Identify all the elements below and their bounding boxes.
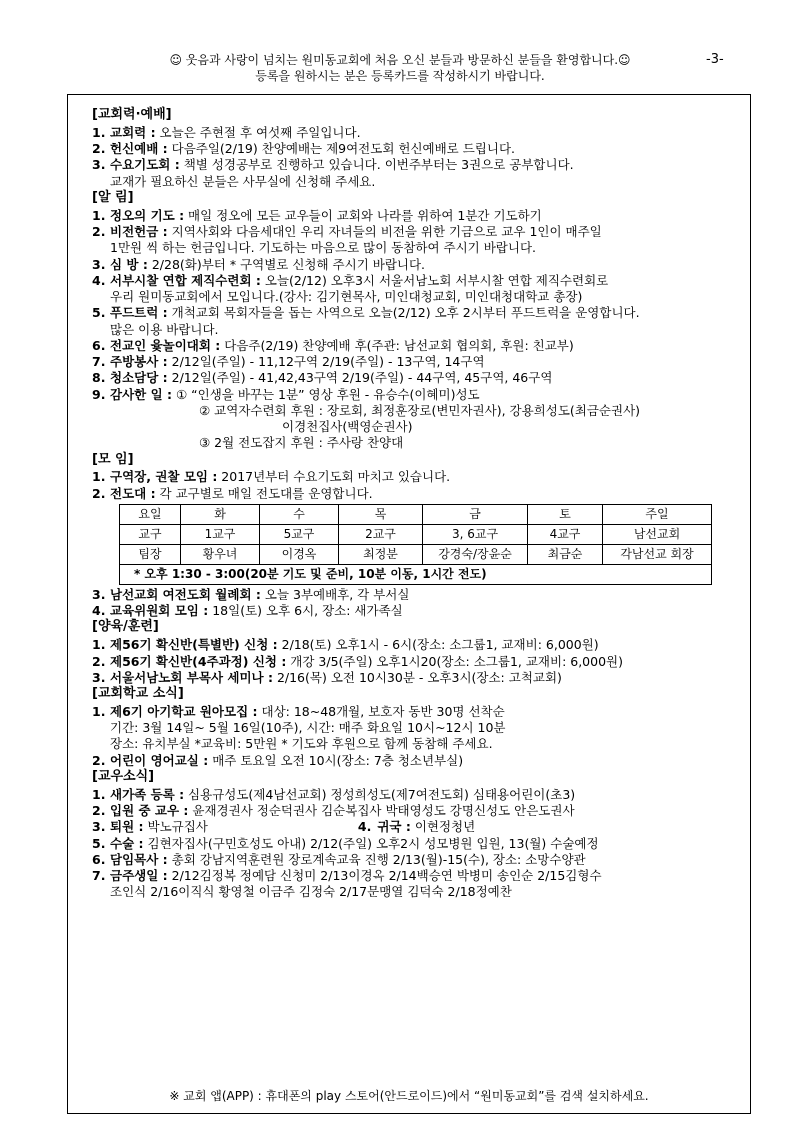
item-text: 윤재경권사 정순덕권사 김순복집사 박태영성도 강명신성도 안은도권사	[188, 803, 575, 819]
item-label: 주방봉사 :	[110, 354, 168, 370]
item-body	[110, 273, 608, 289]
item-number: 2.	[92, 224, 106, 240]
section-school	[92, 686, 732, 769]
item-text: ① “인생을 바꾸는 1분” 영상 후원 - 유승수(이혜미)성도	[172, 386, 480, 402]
table-header-cell: 수	[260, 504, 339, 524]
item-body	[110, 469, 450, 485]
list-item	[92, 670, 732, 686]
item-label: 감사한 일 :	[110, 386, 173, 402]
item-text: 오늘은 주현절 후 여섯째 주일입니다.	[155, 124, 361, 140]
school-detail-line: 장소: 유치부실 *교육비: 5만원 * 기도와 후원으로 함께 동참해 주세요.	[110, 736, 493, 752]
item-number: 7.	[92, 868, 106, 884]
table-header-cell: 주일	[603, 504, 712, 524]
item-label: 남선교회 여전도회 월례회 :	[110, 586, 261, 602]
list-item	[92, 273, 732, 289]
item-label: 헌신예배 :	[110, 141, 168, 157]
item-text: 다음주(2/19) 찬양예배 후(주관: 남선교회 협의회, 후원: 친교부)	[220, 337, 574, 353]
evangelism-schedule-table	[119, 504, 712, 585]
table-header-cell: 요일	[120, 504, 181, 524]
item-label: 제6기 아기학교 원아모집 :	[110, 703, 258, 719]
item-body	[110, 486, 373, 502]
item-label: 정오의 기도 :	[110, 207, 185, 223]
item-body	[110, 637, 599, 653]
table-cell: 교구	[120, 524, 181, 544]
item-number: 9.	[92, 386, 106, 402]
item-number: 2.	[92, 752, 106, 768]
item-text: 대상: 18~48개월, 보호자 동반 30명 선착순	[257, 703, 505, 719]
item-text: 박노규집사	[143, 819, 208, 835]
item-text: 김현자집사(구민호성도 아내) 2/12(주일) 오후2시 성모병원 입원, 13(월) 수술예정	[143, 835, 599, 851]
item-text: 매일 정오에 모든 교우들이 교회와 나라를 위하여 1분간 기도하기	[184, 207, 542, 223]
bulletin-content	[92, 107, 732, 901]
item-label: 서부시찰 연합 제직수련회 :	[110, 272, 261, 288]
item-label: 청소담당 :	[110, 370, 168, 386]
item-text: 개강 3/5(주일) 오후1시20(장소: 소그룹1, 교재비: 6,000원)	[286, 653, 623, 669]
item-text: 개척교회 목회자들을 돕는 사역으로 오늘(2/12) 오후 2시부터 푸드트럭을 운영합니다.	[167, 305, 640, 321]
table-header-cell: 목	[339, 504, 423, 524]
item-number: 1.	[92, 207, 106, 223]
item-number: 1.	[92, 703, 106, 719]
item-number: 1.	[92, 786, 106, 802]
item-body	[110, 670, 562, 686]
table-cell: 2교구	[339, 524, 423, 544]
item-body	[110, 819, 475, 835]
list-item	[92, 836, 732, 852]
item-label: 귀국 :	[377, 819, 411, 835]
list-item	[92, 868, 732, 884]
table-cell: 팀장	[120, 544, 181, 564]
item-body	[110, 157, 574, 173]
list-item	[92, 704, 732, 720]
item-number: 2.	[92, 485, 106, 501]
list-item	[92, 157, 732, 173]
item-body	[110, 257, 425, 273]
table-cell: 최정분	[339, 544, 423, 564]
list-item	[92, 370, 732, 386]
section-title: [모 임]	[92, 451, 134, 467]
list-item	[92, 587, 732, 603]
item-text: 각 교구별로 매일 전도대를 운영합니다.	[155, 485, 373, 501]
item-body	[110, 803, 575, 819]
item-body	[110, 654, 623, 670]
schedule-note: * 오후 1:30 - 3:00(20분 기도 및 준비, 10분 이동, 1시간 전도)	[120, 564, 712, 584]
list-item	[92, 753, 732, 769]
item-text: 매주 토요일 오전 10시(장소: 7층 청소년부실)	[208, 752, 464, 768]
section-notice	[92, 190, 732, 452]
section-members	[92, 769, 732, 901]
table-note-row	[120, 564, 712, 584]
section-training	[92, 619, 732, 686]
list-item	[92, 787, 732, 803]
item-number: 5.	[92, 305, 106, 321]
item-label: 전도대 :	[110, 485, 156, 501]
item-number: 4.	[92, 272, 106, 288]
thanks-item-3: ③ 2월 전도잡지 후원 : 주사랑 찬양대	[199, 435, 404, 451]
list-item	[92, 354, 732, 370]
item-label: 수요기도회 :	[110, 157, 180, 173]
list-item	[92, 387, 732, 403]
item-number: 3.	[92, 157, 106, 173]
item-number: 3.	[92, 256, 106, 272]
item-label: 입원 중 교우 :	[110, 803, 189, 819]
item-label: 비전헌금 :	[110, 224, 168, 240]
list-item	[92, 141, 732, 157]
welcome-line: ☺ 웃음과 사랑이 넘치는 원미동교회에 처음 오신 분들과 방문하신 분들을 환영합니다.☺	[169, 53, 631, 67]
table-cell: 4교구	[528, 524, 603, 544]
item-number: 1.	[92, 124, 106, 140]
item-body	[110, 125, 361, 141]
item-number: 3.	[92, 586, 106, 602]
item-text: 지역사회와 다음세대인 우리 자녀들의 비전을 위한 기금으로 교우 1인이 매주일	[167, 224, 602, 240]
section-title: [양육/훈련]	[92, 619, 159, 635]
thanks-item-2: ② 교역자수련회 후원 : 장로회, 최정훈장로(변민자권사), 강용희성도(최금순권사)	[199, 402, 641, 418]
item-label: 구역장, 권찰 모임 :	[110, 469, 218, 485]
item-label: 푸드트럭 :	[110, 305, 168, 321]
item-text: 2017년부터 수요기도회 마치고 있습니다.	[217, 469, 451, 485]
list-item	[92, 257, 732, 273]
item-body	[110, 753, 463, 769]
item-text: 2/18(토) 오후1시 - 6시(장소: 소그룹1, 교재비: 6,000원)	[277, 637, 599, 653]
item-number: 5.	[92, 835, 106, 851]
section-meeting	[92, 452, 732, 620]
item-label: 심 방 :	[110, 256, 148, 272]
item-body	[110, 704, 505, 720]
item-text: 다음주일(2/19) 찬양예배는 제9여전도회 헌신예배로 드립니다.	[167, 141, 515, 157]
item-label: 어린이 영어교실 :	[110, 752, 209, 768]
item-label: 교회력 :	[110, 124, 156, 140]
thanks-item-2-cont: 이경천집사(백영순권사)	[282, 419, 413, 435]
table-cell: 남선교회	[603, 524, 712, 544]
list-item	[92, 803, 732, 819]
table-header-row	[120, 504, 712, 524]
item-text: 총회 강남지역훈련원 장로계속교육 진행 2/13(월)-15(수), 장소: 소망수양관	[167, 851, 586, 867]
table-cell: 각남선교 회장	[603, 544, 712, 564]
list-item	[92, 852, 732, 868]
item-text: 2/16(목) 오전 10시30분 - 오후3시(장소: 고척교회)	[272, 669, 562, 685]
item-label: 담임목사 :	[110, 851, 168, 867]
section-title: [교회학교 소식]	[92, 686, 184, 702]
table-header-cell: 토	[528, 504, 603, 524]
item-number: 8.	[92, 370, 106, 386]
item-number: 6.	[92, 337, 106, 353]
item-number: 4.	[92, 603, 106, 619]
list-item	[92, 486, 732, 502]
item-text: 오늘 3부예배후, 각 부서실	[260, 586, 410, 602]
item-body	[110, 141, 515, 157]
item-label: 새가족 등록 :	[110, 786, 185, 802]
item-number: 2.	[92, 803, 106, 819]
item-text: 이현정청년	[410, 819, 476, 835]
item-label: 수술 :	[110, 835, 144, 851]
item-number: 3.	[92, 669, 106, 685]
page-number: -3-	[706, 52, 724, 67]
list-item	[92, 224, 732, 240]
item-body	[110, 868, 602, 884]
section-title: [알 림]	[92, 189, 134, 205]
table-header-cell: 화	[181, 504, 260, 524]
item-body	[110, 787, 575, 803]
item-number: 1.	[92, 469, 106, 485]
list-item	[92, 338, 732, 354]
item-body	[110, 852, 586, 868]
list-item	[92, 305, 732, 321]
table-cell: 이경옥	[260, 544, 339, 564]
item-continuation: 많은 이용 바랍니다.	[110, 321, 219, 337]
bulletin-frame	[67, 94, 751, 1114]
item-body	[110, 387, 480, 403]
list-item	[92, 125, 732, 141]
table-cell: 3, 6교구	[423, 524, 528, 544]
item-text: 오늘(2/12) 오후3시 서울서남노회 서부시찰 연합 제직수련회로	[260, 272, 609, 288]
item-number: 7.	[92, 354, 106, 370]
item-text: 책별 성경공부로 진행하고 있습니다. 이번주부터는 3권으로 공부합니다.	[179, 157, 574, 173]
list-item	[92, 208, 732, 224]
table-cell: 강경숙/장윤순	[423, 544, 528, 564]
item-number: 3.	[92, 819, 106, 835]
item-body	[110, 305, 640, 321]
list-item	[92, 654, 732, 670]
item-continuation: 교재가 필요하신 분들은 사무실에 신청해 주세요.	[110, 173, 376, 189]
item-label: 교육위원회 모임 :	[110, 603, 209, 619]
item-continuation: 1만원 씩 하는 헌금입니다. 기도하는 마음으로 많이 동참하여 주시기 바랍니다.	[110, 240, 536, 256]
item-body	[110, 836, 599, 852]
item-text: 2/12일(주일) - 11,12구역 2/19(주일) - 13구역, 14구역	[167, 354, 485, 370]
item-label: 퇴원 :	[110, 819, 144, 835]
item-number: 2.	[92, 653, 106, 669]
item-number: 4.	[357, 819, 372, 835]
table-cell: 황우녀	[181, 544, 260, 564]
item-number: 2.	[92, 141, 106, 157]
table-row	[120, 524, 712, 544]
item-label: 금주생일 :	[110, 868, 168, 884]
section-calendar	[92, 107, 732, 190]
table-cell: 최금순	[528, 544, 603, 564]
item-body	[110, 587, 409, 603]
registration-line: 등록을 원하시는 분은 등록카드를 작성하시기 바랍니다.	[255, 69, 545, 84]
item-label: 전교인 윷놀이대회 :	[110, 337, 221, 353]
list-item	[92, 637, 732, 653]
item-body	[110, 338, 574, 354]
school-detail-line: 기간: 3월 14일~ 5월 16일(10주), 시간: 매주 화요일 10시~12시 10분	[110, 720, 506, 736]
table-header-cell: 금	[423, 504, 528, 524]
item-number: 1.	[92, 637, 106, 653]
table-row	[120, 544, 712, 564]
item-body	[110, 224, 602, 240]
item-continuation: 조인식 2/16이직식 황영철 이금주 김정숙 2/17문맹열 김덕숙 2/18정예찬	[110, 884, 512, 900]
item-continuation: 우리 원미동교회에서 모입니다.(강사: 김기현목사, 미인대청교회, 미인대청대학교 총장)	[110, 289, 583, 305]
item-body	[110, 603, 403, 619]
item-body	[110, 370, 552, 386]
section-title: [교우소식]	[92, 768, 155, 784]
table-cell: 1교구	[181, 524, 260, 544]
item-body	[110, 208, 542, 224]
app-footer-note: ※ 교회 앱(APP) : 휴대폰의 play 스토어(안드로이드)에서 “원미동교회”를 검색 설치하세요.	[169, 1089, 649, 1104]
list-item	[92, 819, 732, 835]
table-cell: 5교구	[260, 524, 339, 544]
item-number: 6.	[92, 851, 106, 867]
item-body	[110, 354, 485, 370]
item-text: 18일(토) 오후 6시, 장소: 새가족실	[208, 603, 403, 619]
item-label: 제56기 확신반(특별반) 신청 :	[110, 637, 278, 653]
item-text: 2/28(화)부터 * 구역별로 신청해 주시기 바랍니다.	[147, 256, 426, 272]
list-item	[92, 469, 732, 485]
item-text: 2/12김정복 정예담 신청미 2/13이경옥 2/14백승연 박병미 송인순 2/15김형수	[167, 868, 602, 884]
item-text: 심용규성도(제4남선교회) 정성희성도(제7여전도회) 심태용어린이(초3)	[184, 786, 576, 802]
item-label: 서울서남노회 부목사 세미나 :	[110, 669, 273, 685]
list-item	[92, 603, 732, 619]
item-text: 2/12일(주일) - 41,42,43구역 2/19(주일) - 44구역, 45구역, 46구역	[167, 370, 553, 386]
page-header	[0, 52, 800, 84]
item-label: 제56기 확신반(4주과정) 신청 :	[110, 653, 287, 669]
section-title: [교회력·예배]	[92, 107, 172, 122]
